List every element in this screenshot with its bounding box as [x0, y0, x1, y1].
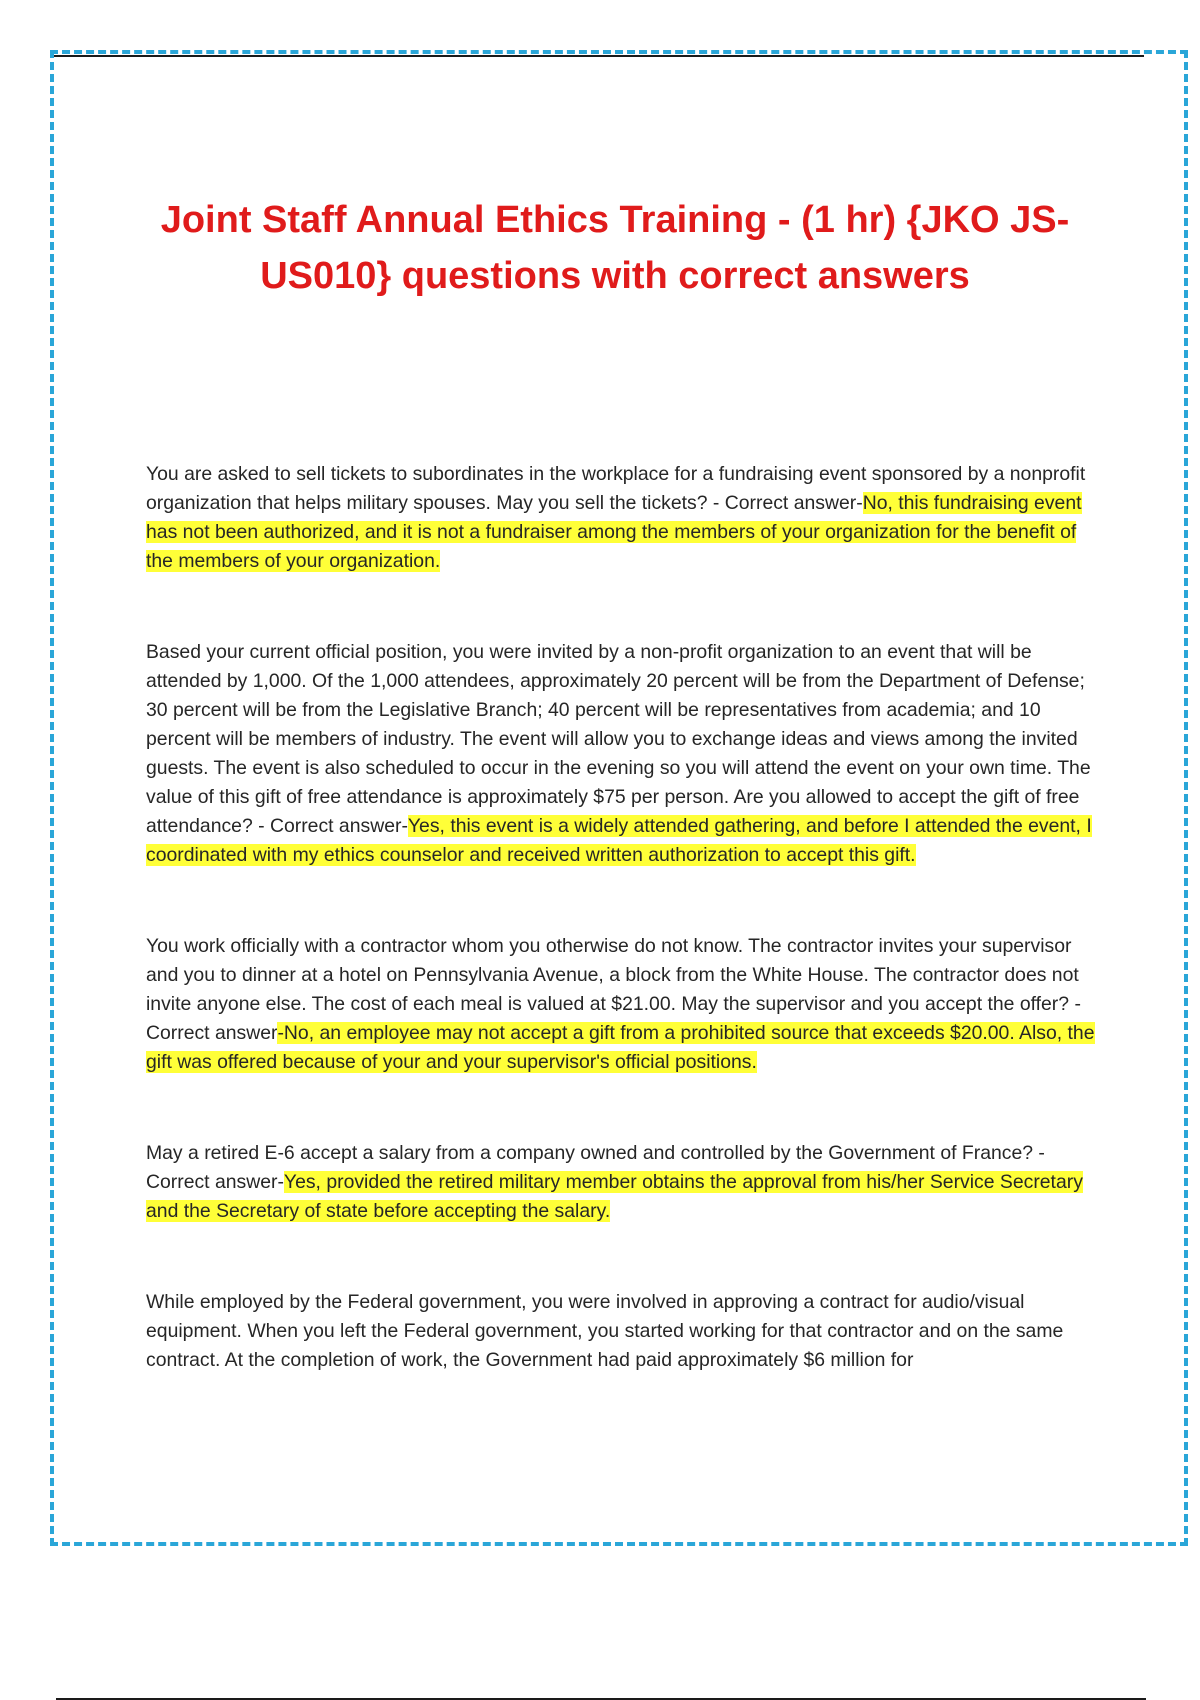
question-text: While employed by the Federal government, you were involved in approving a contract for audio/visual equipment. When you left the Federal government, you started working for that contractor and on the same contract. At the completion of work, the Government had paid approximately $6 million for — [146, 1291, 1064, 1371]
question-text: You work officially with a contractor whom you otherwise do not know. The contractor invites your supervisor and you to dinner at a hotel on Pennsylvania Avenue, a block from the White House. The contractor does not invite anyone else. The cost of each meal is valued at $21.00. May the supervisor and you accept the offer? - Correct answer — [146, 935, 1081, 1044]
qa-item-1 — [146, 460, 1096, 576]
qa-item-4 — [146, 1139, 1096, 1226]
qa-item-3 — [146, 932, 1096, 1077]
highlighted-answer: No, this fundraising event has not been authorized, and it is not a fundraiser among the members of your organization for the benefit of the members of your organization. — [146, 492, 1082, 572]
question-text: You are asked to sell tickets to subordinates in the workplace for a fundraising event sponsored by a nonprofit organization that helps military spouses. May you sell the tickets? - Correct answer- — [146, 463, 1086, 514]
qa-list — [146, 460, 1096, 1437]
highlighted-answer: Yes, this event is a widely attended gathering, and before I attended the event, I coordinated with my ethics counselor and received written authorization to accept this gift. — [146, 815, 1092, 866]
highlighted-answer: -No, an employee may not accept a gift from a prohibited source that exceeds $20.00. Also, the gift was offered because of your and your supervisor's official positions. — [146, 1022, 1095, 1073]
question-text: May a retired E-6 accept a salary from a company owned and controlled by the Government of France? - Correct answer- — [146, 1142, 1045, 1193]
document-title: Joint Staff Annual Ethics Training - (1 hr) {JKO JS-US010} questions with correct answers — [160, 199, 1070, 297]
top-rule — [54, 55, 1144, 57]
highlighted-answer: Yes, provided the retired military member obtains the approval from his/her Service Secretary and the Secretary of state before accepting the salary. — [146, 1171, 1083, 1222]
question-text: Based your current official position, you were invited by a non-profit organization to an event that will be attended by 1,000. Of the 1,000 attendees, approximately 20 percent will be from the Department of Defense; 30 percent will be from the Legislative Branch; 40 percent will be representatives from academia; and 10 percent will be members of industry. The event will allow you to exchange ideas and views among the invited guests. The event is also scheduled to occur in the evening so you will attend the event on your own time. The value of this gift of free attendance is approximately $75 per person. Are you allowed to accept the gift of free attendance? - Correct answer- — [146, 641, 1091, 837]
qa-item-5 — [146, 1288, 1096, 1375]
qa-item-2 — [146, 638, 1096, 870]
